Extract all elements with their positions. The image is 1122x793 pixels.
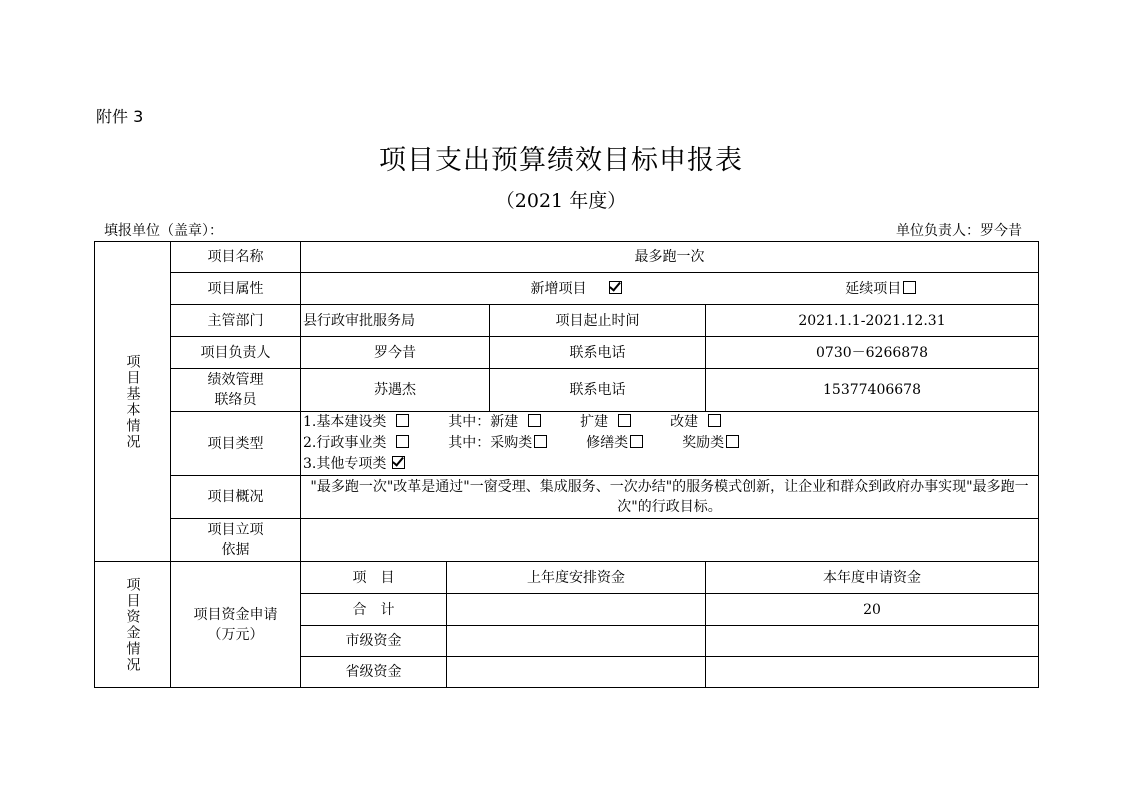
row-overview bbox=[95, 476, 1039, 519]
manager-phone-label: 联系电话 bbox=[490, 337, 706, 369]
type2-repair-checkbox[interactable] bbox=[630, 435, 643, 448]
overview-label: 项目概况 bbox=[171, 476, 301, 519]
contact-label-line1: 绩效管理 bbox=[207, 372, 264, 388]
funds-header-last-year: 上年度安排资金 bbox=[447, 562, 706, 594]
type1-rebuild-checkbox[interactable] bbox=[708, 414, 721, 427]
funds-item: 省级资金 bbox=[301, 657, 447, 688]
type2-purchase-checkbox[interactable] bbox=[534, 435, 547, 448]
funds-last-year-cell[interactable] bbox=[447, 657, 706, 688]
section-basic-cell bbox=[95, 242, 171, 562]
basis-label-line2: 依据 bbox=[221, 542, 250, 558]
period-value[interactable]: 2021.1.1-2021.12.31 bbox=[706, 305, 1039, 337]
year-subtitle: （2021 年度） bbox=[495, 190, 627, 212]
type-line-2 bbox=[303, 433, 1036, 454]
contact-label bbox=[171, 369, 301, 412]
funds-header-this-year: 本年度申请资金 bbox=[706, 562, 1039, 594]
attr-new-checkbox[interactable] bbox=[609, 281, 622, 294]
row-basis bbox=[95, 519, 1039, 562]
unit-leader-label: 单位负责人：罗今昔 bbox=[896, 223, 1022, 239]
funds-this-year-cell[interactable]: 20 bbox=[706, 594, 1039, 626]
row-project-name bbox=[95, 242, 1039, 273]
row-contact bbox=[95, 369, 1039, 412]
funds-this-year-cell[interactable] bbox=[706, 626, 1039, 657]
attr-new-label: 新增项目 bbox=[530, 280, 587, 297]
fill-unit-label: 填报单位（盖章）： bbox=[104, 223, 223, 239]
funds-last-year-cell[interactable] bbox=[447, 626, 706, 657]
type1-c: 改建 bbox=[670, 414, 699, 430]
contact-phone-value[interactable]: 15377406678 bbox=[706, 369, 1039, 412]
section-funds-cell bbox=[95, 562, 171, 688]
type3-checkbox[interactable] bbox=[392, 456, 405, 469]
contact-label-line2: 联络员 bbox=[214, 392, 257, 408]
row-project-attribute bbox=[95, 273, 1039, 305]
type3-main: 3.其他专项类 bbox=[303, 456, 387, 472]
type-value bbox=[301, 412, 1039, 476]
attr-continue-label: 延续项目 bbox=[845, 280, 902, 297]
dept-value[interactable]: 县行政审批服务局 bbox=[301, 305, 490, 337]
basis-label bbox=[171, 519, 301, 562]
basis-value[interactable] bbox=[301, 519, 1039, 562]
funds-label bbox=[171, 562, 301, 688]
contact-value[interactable]: 苏遇杰 bbox=[301, 369, 490, 412]
type1-new-checkbox[interactable] bbox=[528, 414, 541, 427]
type-line-3 bbox=[303, 454, 1036, 475]
project-name-label: 项目名称 bbox=[171, 242, 301, 273]
funds-item: 合 计 bbox=[301, 594, 447, 626]
type2-among: 其中：采购类 bbox=[448, 435, 533, 451]
funds-header-item: 项 目 bbox=[301, 562, 447, 594]
section-basic-label: 项目基本情况 bbox=[124, 353, 141, 450]
attribute-value bbox=[301, 273, 1039, 305]
page-title: 项目支出预算绩效目标申报表 bbox=[379, 145, 743, 176]
type2-main: 2.行政事业类 bbox=[303, 435, 387, 451]
section-funds-label: 项目资金情况 bbox=[124, 576, 141, 673]
funds-this-year-cell[interactable] bbox=[706, 657, 1039, 688]
type-line-1 bbox=[303, 412, 1036, 433]
manager-value[interactable]: 罗今昔 bbox=[301, 337, 490, 369]
type1-among: 其中：新建 bbox=[448, 414, 519, 430]
annex-label: 附件 3 bbox=[96, 107, 144, 126]
project-name-value[interactable]: 最多跑一次 bbox=[301, 242, 1039, 273]
type1-expand-checkbox[interactable] bbox=[618, 414, 631, 427]
attr-continue-checkbox[interactable] bbox=[903, 281, 916, 294]
funds-label-line2: （万元） bbox=[207, 626, 264, 643]
type2-reward-checkbox[interactable] bbox=[726, 435, 739, 448]
contact-phone-label: 联系电话 bbox=[490, 369, 706, 412]
attribute-label: 项目属性 bbox=[171, 273, 301, 305]
type1-main: 1.基本建设类 bbox=[303, 414, 387, 430]
type2-c: 奖励类 bbox=[682, 435, 725, 451]
funds-item: 市级资金 bbox=[301, 626, 447, 657]
row-funds-header bbox=[95, 562, 1039, 594]
type1-b: 扩建 bbox=[580, 414, 609, 430]
basis-label-line1: 项目立项 bbox=[207, 522, 264, 538]
dept-label: 主管部门 bbox=[171, 305, 301, 337]
manager-label: 项目负责人 bbox=[171, 337, 301, 369]
type2-b: 修缮类 bbox=[586, 435, 629, 451]
overview-value[interactable]: "最多跑一次"改革是通过"一窗受理、集成服务、一次办结"的服务模式创新，让企业和群众到政府办事实现"最多跑一次"的行政目标。 bbox=[301, 476, 1039, 519]
row-project-type bbox=[95, 412, 1039, 476]
manager-phone-value[interactable]: 0730－6266878 bbox=[706, 337, 1039, 369]
type2-checkbox[interactable] bbox=[396, 435, 409, 448]
funds-last-year-cell[interactable] bbox=[447, 594, 706, 626]
application-form-table bbox=[94, 241, 1039, 688]
funds-label-line1: 项目资金申请 bbox=[193, 606, 278, 623]
type1-checkbox[interactable] bbox=[396, 414, 409, 427]
type-label: 项目类型 bbox=[171, 412, 301, 476]
period-label: 项目起止时间 bbox=[490, 305, 706, 337]
row-department bbox=[95, 305, 1039, 337]
row-manager bbox=[95, 337, 1039, 369]
